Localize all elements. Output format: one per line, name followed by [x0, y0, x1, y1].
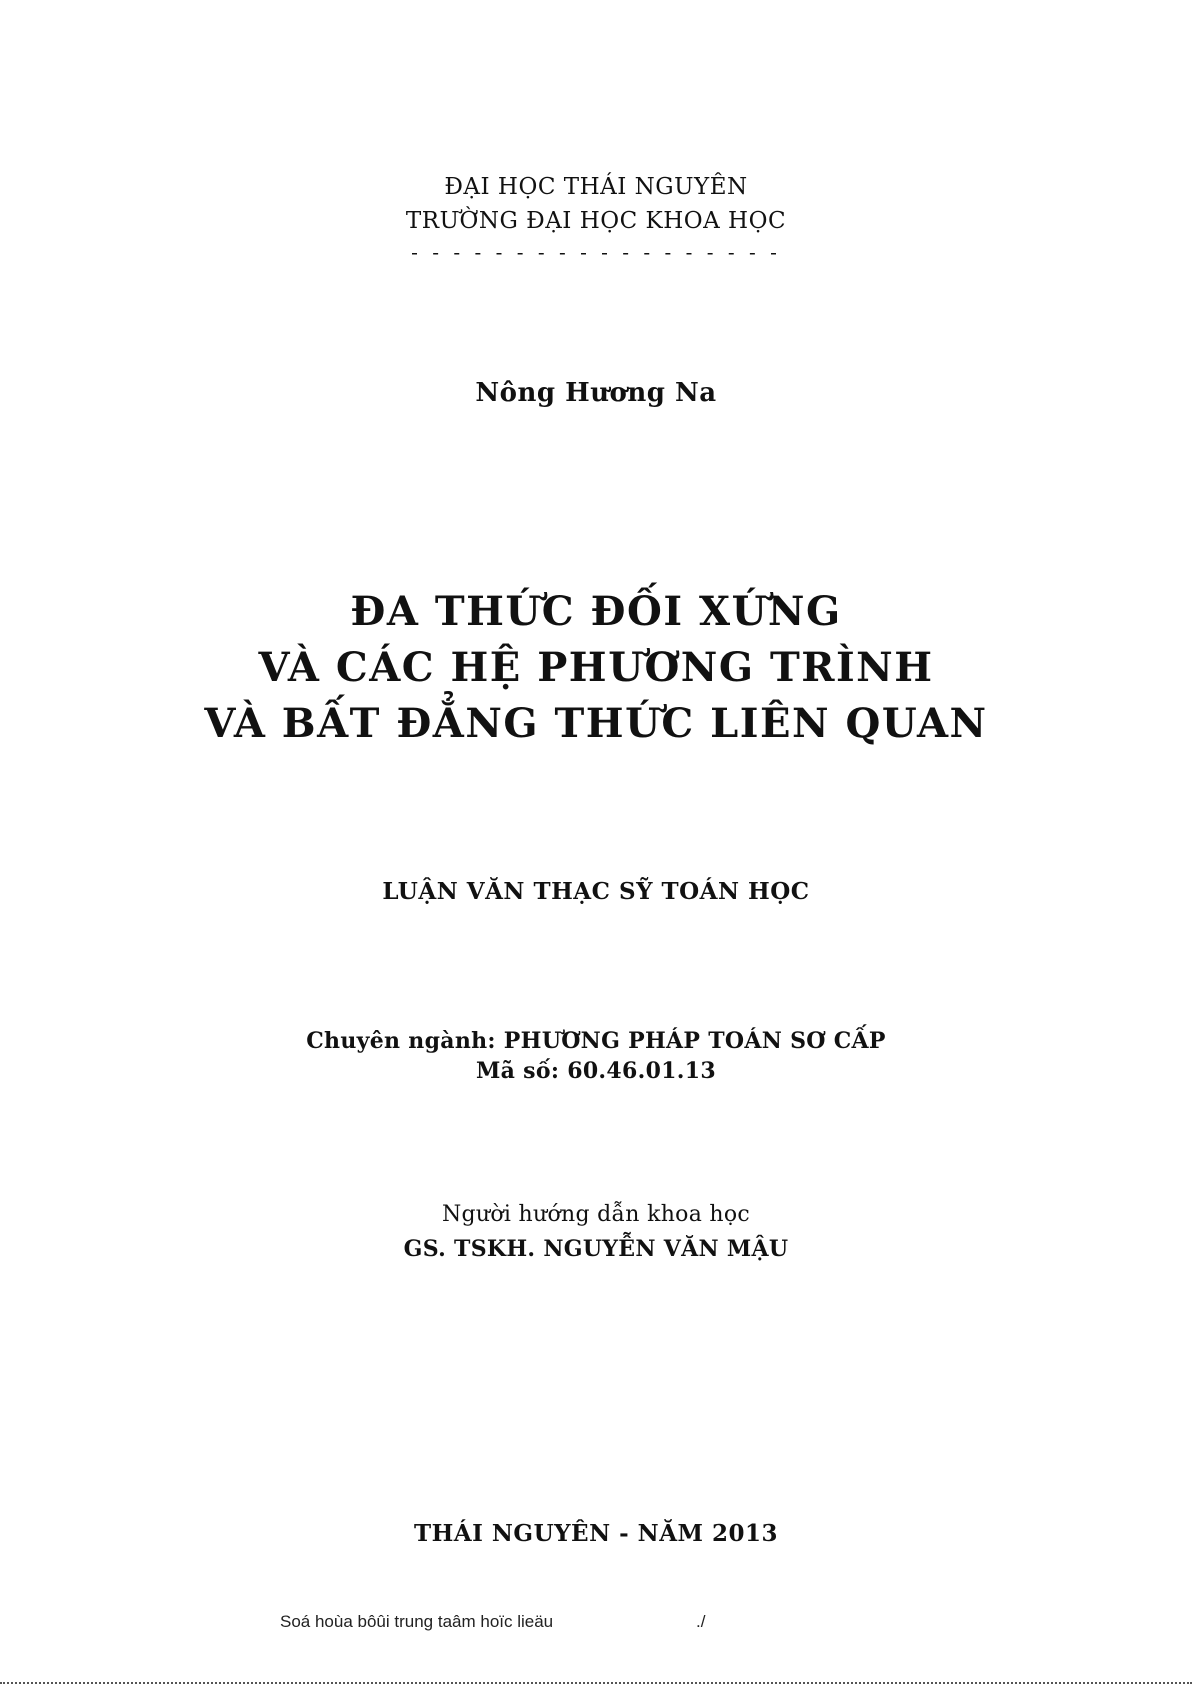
- header-separator: - - - - - - - - - - - - - - - - - -: [411, 240, 781, 264]
- bottom-dotted-rule: [0, 1682, 1192, 1684]
- title-line-1: ĐA THỨC ĐỐI XỨNG: [350, 588, 842, 635]
- degree-block: [0, 876, 1192, 908]
- institution-header: [0, 170, 1192, 266]
- degree-type: LUẬN VĂN THẠC SỸ TOÁN HỌC: [382, 878, 810, 905]
- author-block: [0, 376, 1192, 410]
- footer-right-text: ./: [696, 1612, 706, 1631]
- specialization: Chuyên ngành: PHƯƠNG PHÁP TOÁN SƠ CẤP: [306, 1028, 886, 1054]
- place-year-block: [0, 1518, 1192, 1550]
- thesis-title: [0, 584, 1192, 752]
- university-name: ĐẠI HỌC THÁI NGUYÊN: [444, 174, 748, 200]
- place-year: THÁI NGUYÊN - NĂM 2013: [413, 1520, 779, 1547]
- title-line-2: VÀ CÁC HỆ PHƯƠNG TRÌNH: [258, 644, 934, 691]
- footer-left-text: Soá hoùa bôûi trung taâm hoïc lieäu: [280, 1612, 554, 1631]
- advisor-name: GS. TSKH. NGUYỄN VĂN MẬU: [403, 1236, 789, 1262]
- page-footer: [0, 1612, 1192, 1638]
- author-name: Nông Hương Na: [475, 378, 717, 408]
- advisor-caption: Người hướng dẫn khoa học: [441, 1202, 751, 1227]
- major-block: [0, 1026, 1192, 1086]
- title-line-3: VÀ BẤT ĐẲNG THỨC LIÊN QUAN: [204, 700, 988, 747]
- major-code: Mã số: 60.46.01.13: [476, 1058, 716, 1084]
- advisor-block: [0, 1198, 1192, 1266]
- school-name: TRƯỜNG ĐẠI HỌC KHOA HỌC: [405, 208, 787, 234]
